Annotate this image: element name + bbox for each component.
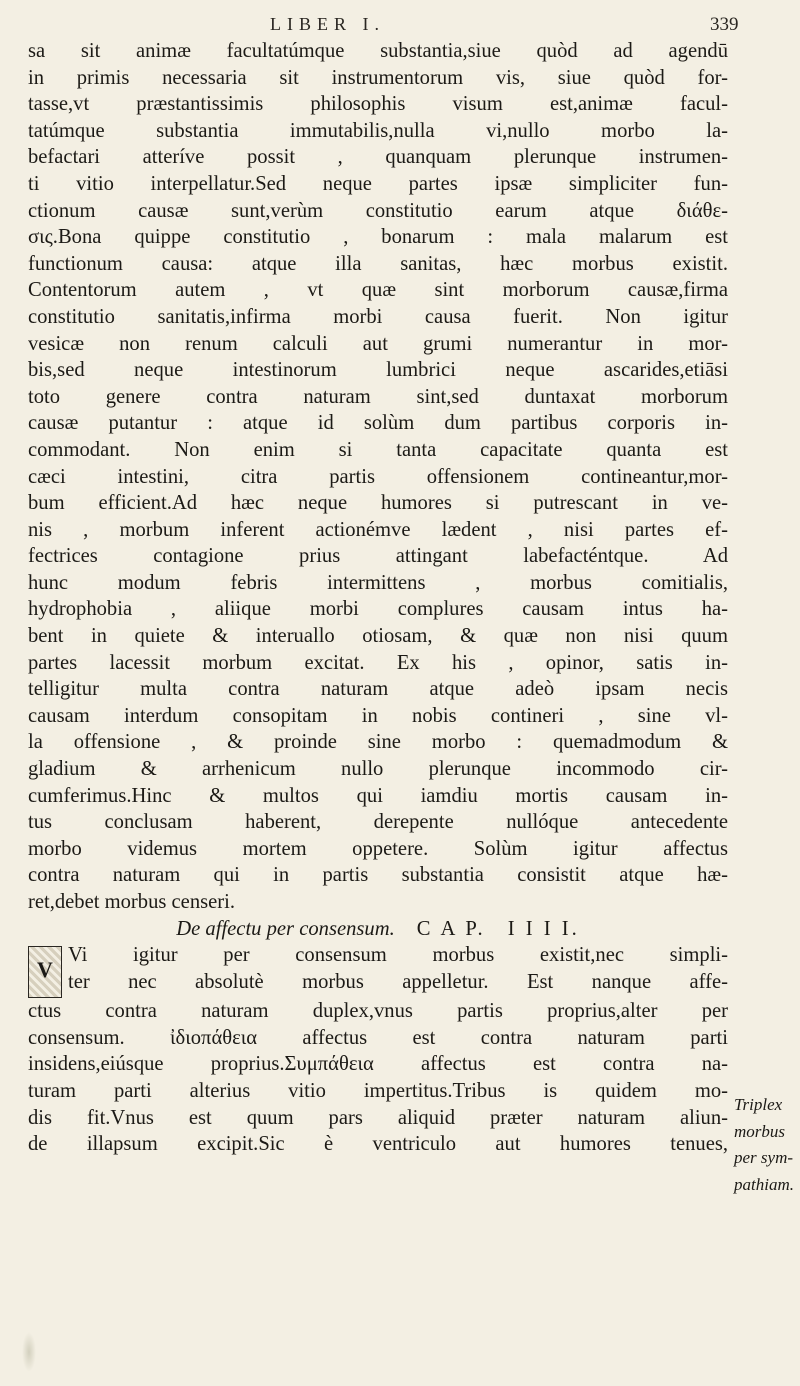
- text-line: Contentorum autem , vt quæ sint morborum causæ,firma: [28, 279, 728, 302]
- text-line: ret,debet morbus censeri.: [28, 891, 236, 913]
- initial-letter: V: [37, 957, 53, 983]
- text-line: consensum. ἰδιοπάθεια affectus est contra naturam parti: [28, 1026, 728, 1049]
- text-line: functionum causa: atque illa sanitas, hæc morbus existit.: [28, 252, 728, 275]
- chapter-title: De affectu per consensum.: [176, 917, 395, 940]
- page-number: 339: [710, 14, 739, 35]
- text-line: hunc modum febris intermittens , morbus comitialis,: [28, 571, 728, 594]
- text-line: befactari atteríve possit , quanquam plerunque instrumen-: [28, 146, 728, 169]
- text-line: fectrices contagione prius attingant labefacténtque. Ad: [28, 545, 728, 568]
- text-line: gladium & arrhenicum nullo plerunque incommodo cir-: [28, 758, 728, 781]
- text-line: ter nec absolutè morbus appelletur. Est nanque affe-: [68, 970, 728, 993]
- chapter-number: I I I I.: [507, 917, 580, 940]
- text-line: cumferimus.Hinc & multos qui iamdiu mortis causam in-: [28, 784, 728, 807]
- main-text: [28, 38, 728, 1158]
- margin-note-line: morbus: [734, 1121, 786, 1141]
- text-line: dis fit.Vnus est quum pars aliquid præter naturam aliun-: [28, 1106, 728, 1129]
- text-line: bum efficient.Ad hæc neque humores si putrescant in ve-: [28, 492, 728, 515]
- text-line: commodant. Non enim si tanta capacitate quanta est: [28, 438, 728, 461]
- text-line: contra naturam qui in partis substantia consistit atque hæ-: [28, 864, 728, 887]
- page-header: [0, 6, 800, 42]
- text-line: constitutio sanitatis,infirma morbi causa fuerit. Non igitur: [28, 305, 728, 328]
- text-line: bis,sed neque intestinorum lumbrici neque ascarides,etiāsi: [28, 359, 728, 382]
- text-line: hydrophobia , aliique morbi complures causam intus ha-: [28, 598, 728, 621]
- text-line: partes lacessit morbum excitat. Ex his , opinor, satis in-: [28, 651, 728, 674]
- text-line: σις.Bona quippe constitutio , bonarum : mala malarum est: [28, 226, 728, 249]
- text-line: causæ putantur : atque id solùm dum partibus corporis in-: [28, 412, 728, 435]
- margin-note-line: pathiam.: [734, 1174, 794, 1194]
- text-line: turam parti alterius vitio impertitus.Tribus is quidem mo-: [28, 1079, 728, 1102]
- text-line: bent in quiete & interuallo otiosam, & quæ non nisi quum: [28, 625, 728, 648]
- initial-lines: [68, 942, 728, 998]
- text-line: de illapsum excipit.Sic è ventriculo aut humores tenues,: [28, 1133, 728, 1156]
- text-line: causam interdum consopitam in nobis contineri , sine vl-: [28, 704, 728, 727]
- text-line: vesicæ non renum calculi aut grumi numerantur in mor-: [28, 332, 728, 355]
- text-line: Vi igitur per consensum morbus existit,nec simpli-: [68, 944, 728, 967]
- margin-note: [734, 1092, 800, 1198]
- text-line: morbo videmus mortem oppetere. Solùm igitur affectus: [28, 837, 728, 860]
- paper-stain: [22, 1332, 36, 1372]
- initial-paragraph: [28, 942, 728, 998]
- text-line: ctionum causæ sunt,verùm constitutio earum atque διάθε-: [28, 199, 728, 222]
- text-line: tus conclusam haberent, derepente nullóque antecedente: [28, 811, 728, 834]
- margin-note-line: Triplex: [734, 1095, 783, 1114]
- text-line: cæci intestini, citra partis offensionem contineantur,mor-: [28, 465, 728, 488]
- decorated-initial-icon: [28, 946, 62, 998]
- text-line: ctus contra naturam duplex,vnus partis proprius,alter per: [28, 1000, 728, 1023]
- text-line: ti vitio interpellatur.Sed neque partes ipsæ simpliciter fun-: [28, 172, 728, 195]
- text-line: tatúmque substantia immutabilis,nulla vi,nullo morbo la-: [28, 119, 728, 142]
- chapter-label: C A P.: [416, 917, 486, 940]
- text-line: toto genere contra naturam sint,sed duntaxat morborum: [28, 385, 728, 408]
- chapter-heading: [28, 916, 728, 943]
- margin-note-line: per sym-: [734, 1148, 794, 1168]
- running-head: LIBER I.: [270, 14, 385, 34]
- text-line: insidens,eiúsque proprius.Συμπάθεια affectus est contra na-: [28, 1053, 728, 1076]
- text-line: telligitur multa contra naturam atque adeò ipsam necis: [28, 678, 728, 701]
- text-line: sa sit animæ facultatúmque substantia,siue quòd ad agendū: [28, 40, 728, 62]
- text-line: nis , morbum inferent actionémve lædent , nisi partes ef-: [28, 518, 728, 541]
- text-line: tasse,vt præstantissimis philosophis visum est,animæ facul-: [28, 93, 728, 116]
- text-line: la offensione , & proinde sine morbo : quemadmodum &: [28, 731, 728, 754]
- text-line: in primis necessaria sit instrumentorum vis, siue quòd for-: [28, 66, 728, 89]
